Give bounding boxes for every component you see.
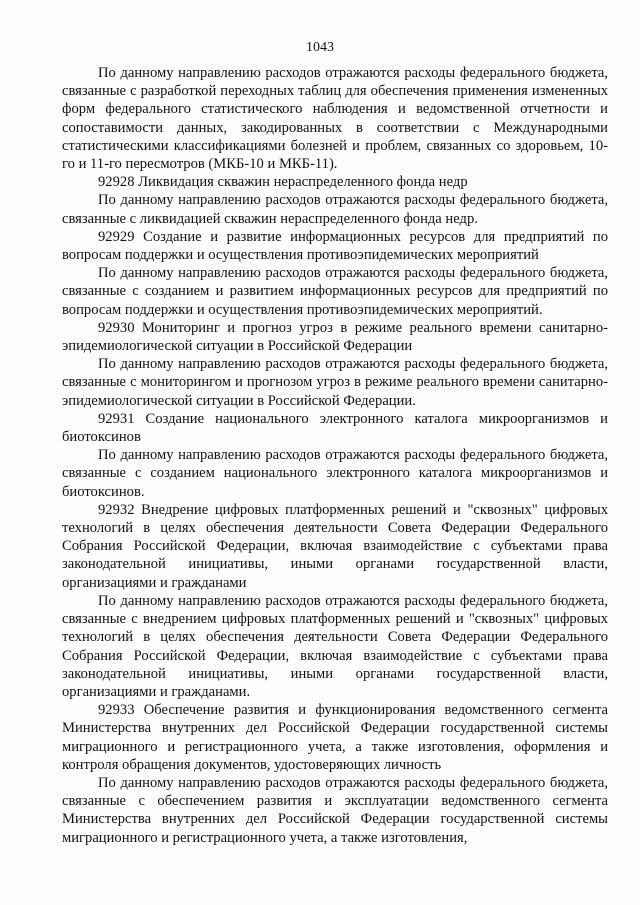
paragraph: По данному направлению расходов отражаются расходы федерального бюджета, связанные с созданием и развитием информационных ресурсов для предприятий по вопросам поддержки и осуществления противоэпидемических мероприятий. xyxy=(62,265,608,318)
paragraph: По данному направлению расходов отражаются расходы федерального бюджета, связанные с ликвидацией скважин нераспределенного фонда недр. xyxy=(62,192,608,227)
document-body xyxy=(62,64,608,847)
paragraph: По данному направлению расходов отражаются расходы федерального бюджета, связанные с внедрением цифровых платформенных решений и "сквозных" цифровых технологий в целях обеспечения деятельности Совета Федерации Федерального Собрания Российской Федерации, включая взаимодействие с субъектами права законодательной инициативы, иными органами государственной власти, организациями и гражданами. xyxy=(62,592,608,700)
section-heading: 92932 Внедрение цифровых платформенных решений и "сквозных" цифровых технологий в целях обеспечения деятельности Совета Федерации Федерального Собрания Российской Федерации, включая взаимодействие с субъектами права законодательной инициативы, иными органами государственной власти, организациями и гражданами xyxy=(62,501,608,591)
section-heading: 92930 Мониторинг и прогноз угроз в режиме реального времени санитарно-эпидемиологической ситуации в Российской Федерации xyxy=(62,319,608,355)
paragraph: По данному направлению расходов отражаются расходы федерального бюджета, связанные с мониторингом и прогнозом угроз в режиме реального времени санитарно-эпидемиологической ситуации в Российской Федерации. xyxy=(62,356,608,409)
paragraph: По данному направлению расходов отражаются расходы федерального бюджета, связанные с разработкой переходных таблиц для обеспечения применения измененных форм федерального статистического наблюдения и ведомственной отчетности и сопоставимости данных, закодированных в соответствии с Международными статистическими классификациями болезней и проблем, связанных со здоровьем, 10-го и 11-го пересмотров (МКБ-10 и МКБ-11). xyxy=(62,65,608,173)
section-heading: 92929 Создание и развитие информационных ресурсов для предприятий по вопросам поддержки и осуществления противоэпидемических мероприятий xyxy=(62,228,608,264)
page-number: 1043 xyxy=(306,40,334,55)
paragraph: По данному направлению расходов отражаются расходы федерального бюджета, связанные с обеспечением развития и эксплуатации ведомственного сегмента Министерства внутренних дел Российской Федерации государственной системы миграционного и регистрационного учета, а также изготовления, xyxy=(62,774,608,846)
section-heading: 92928 Ликвидация скважин нераспределенного фонда недр xyxy=(98,174,468,191)
section-heading: 92933 Обеспечение развития и функционирования ведомственного сегмента Министерства внутренних дел Российской Федерации государственной системы миграционного и регистрационного учета, а также изготовления, оформления и контроля обращения документов, удостоверяющих личность xyxy=(62,702,608,773)
section-heading: 92931 Создание национального электронного каталога микроорганизмов и биотоксинов xyxy=(62,410,608,446)
paragraph: По данному направлению расходов отражаются расходы федерального бюджета, связанные с созданием национального электронного каталога микроорганизмов и биотоксинов. xyxy=(62,447,608,500)
